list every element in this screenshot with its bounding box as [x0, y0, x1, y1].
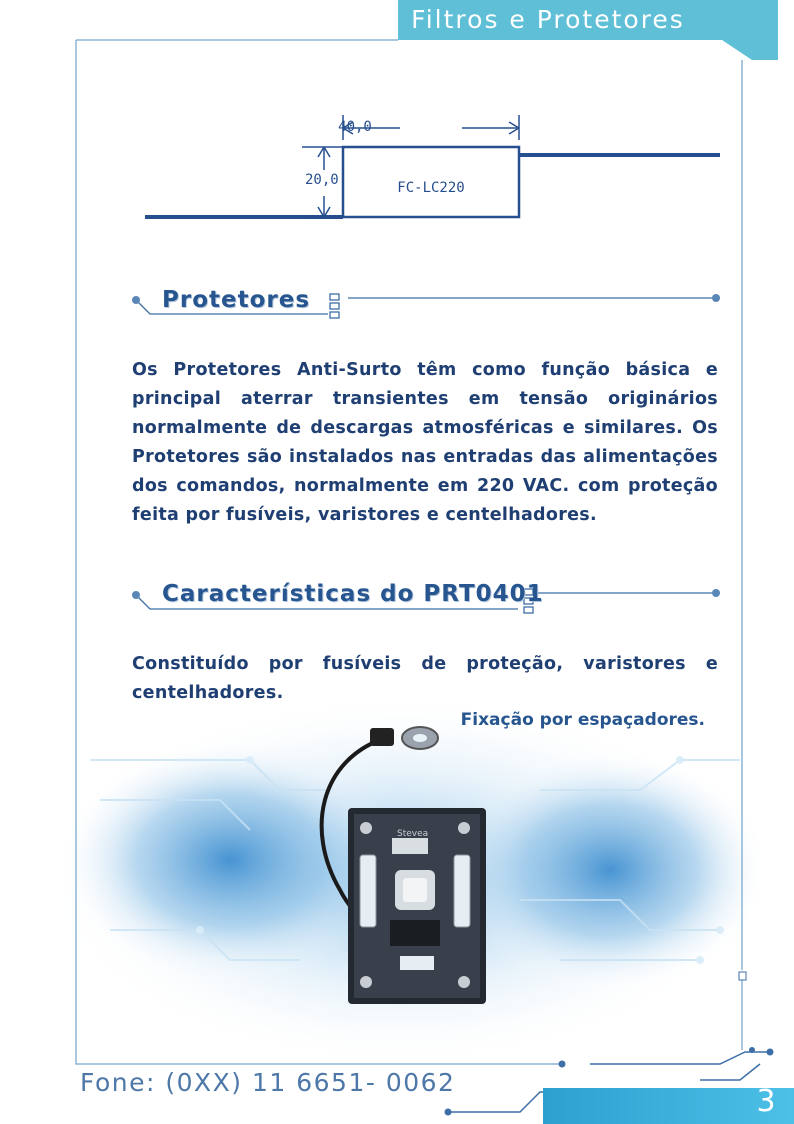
- header-title: Filtros e Protetores: [411, 5, 685, 34]
- footer-phone: Fone: (0XX) 11 6651- 0062: [80, 1068, 456, 1097]
- protetores-paragraph: [132, 356, 718, 530]
- brand-label: Stevea: [397, 829, 429, 839]
- prt0401-product-photo: [300, 720, 500, 1010]
- photo-caption: Fixação por espaçadores.: [460, 710, 705, 730]
- protetores-text: Os Protetores Anti-Surto têm como função básica e principal aterrar transientes em tensão originários normalmente de descargas atmosféricas e similares. Os Protetores são instalados nas entradas das alimentações dos comandos, normalmente em 220 VAC. com proteção feita por fusíveis, varistores e centelhadores.: [132, 360, 718, 525]
- part-label: FC-LC220: [397, 180, 465, 196]
- caracteristicas-text: Constituído por fusíveis de proteção, varistores e centelhadores.: [132, 654, 718, 703]
- caracteristicas-paragraph: [132, 650, 718, 708]
- width-dimension-label: 40,0: [338, 119, 372, 135]
- height-dimension-label: 20,0: [305, 172, 339, 188]
- page-number: 3: [756, 1084, 776, 1119]
- section-title-caracteristicas: Características do PRT0401: [162, 581, 544, 607]
- section-title-protetores: Protetores: [162, 287, 311, 313]
